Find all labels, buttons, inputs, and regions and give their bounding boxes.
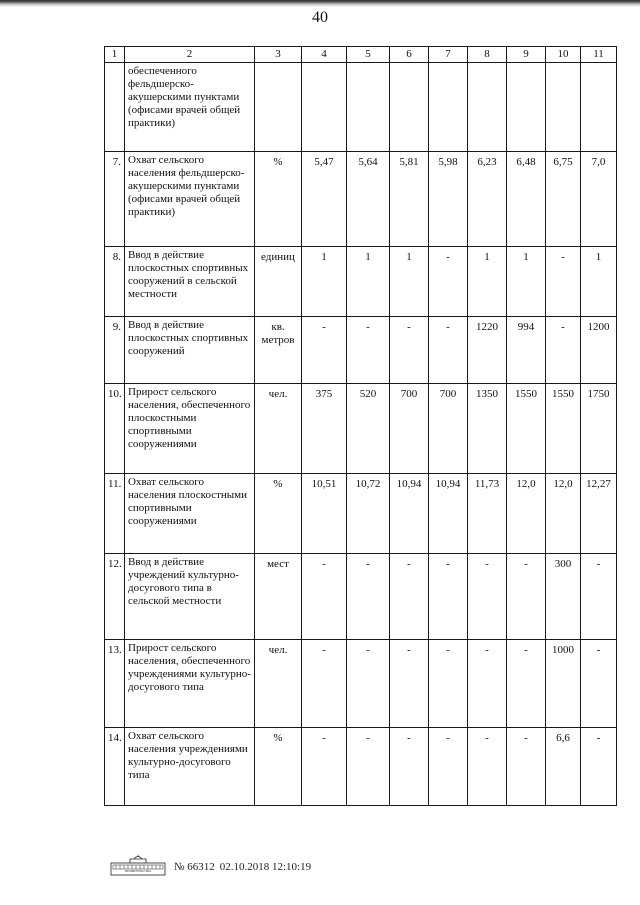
indicator-name: Охват сельского населения фельдшерско-акушерскими пунктами (офисами врачей общей практики) (125, 152, 255, 247)
unit-of-measure (255, 63, 302, 152)
row-number (105, 152, 125, 247)
value-text: 1550 (552, 388, 574, 400)
value-cell (546, 152, 581, 247)
value-text: 10,94 (435, 478, 461, 490)
value-cell (468, 640, 507, 728)
value-text: - (322, 321, 326, 333)
value-text: - (596, 644, 601, 656)
value-text: 1 (484, 251, 490, 263)
value-cell (581, 474, 617, 554)
value-text: 10,51 (311, 478, 337, 490)
value-cell (390, 474, 429, 554)
value-cell (429, 247, 468, 317)
value-text: 1000 (552, 644, 574, 656)
value-cell (546, 474, 581, 554)
value-cell (390, 728, 429, 806)
value-text: - (366, 732, 370, 744)
value-cell (507, 317, 546, 384)
value-text: 12,0 (553, 478, 573, 490)
value-cell (347, 152, 390, 247)
value-cell (507, 152, 546, 247)
value-text: - (446, 321, 450, 333)
value-cell (429, 474, 468, 554)
column-header: 5 (347, 47, 390, 63)
row-number (105, 474, 125, 554)
value-text: 5,47 (314, 156, 334, 168)
value-text: 6,23 (477, 156, 497, 168)
value-text: - (485, 644, 489, 656)
column-header: 7 (429, 47, 468, 63)
document-datetime: 02.10.2018 12:10:19 (219, 861, 312, 873)
value-cell (302, 640, 347, 728)
value-text: - (407, 321, 411, 333)
value-text: 700 (439, 388, 457, 400)
value-cell (390, 640, 429, 728)
value-cell (581, 63, 617, 152)
value-cell (468, 317, 507, 384)
value-cell (581, 247, 617, 317)
column-header: 6 (390, 47, 429, 63)
value-cell (468, 728, 507, 806)
row-number-text: 13. (108, 644, 122, 656)
table-row (105, 63, 617, 152)
value-cell (429, 554, 468, 640)
value-cell (347, 247, 390, 317)
unit-of-measure (255, 317, 302, 384)
row-number (105, 640, 125, 728)
indicator-name: Охват сельского населения учреждениями культурно-досугового типа (125, 728, 255, 806)
table-row (105, 247, 617, 317)
value-cell (302, 63, 347, 152)
table-row (105, 317, 617, 384)
value-text: - (446, 732, 450, 744)
value-cell (302, 152, 347, 247)
value-text: 1 (365, 251, 371, 263)
value-text: 1 (595, 251, 602, 263)
seal-caption: ПРАВИТЕЛЬСТВА (124, 868, 152, 873)
table-row (105, 640, 617, 728)
value-cell (390, 554, 429, 640)
value-cell (429, 63, 468, 152)
value-text: 5,98 (438, 156, 458, 168)
row-number-text: 9. (112, 321, 121, 333)
column-header: 3 (255, 47, 302, 63)
value-text: - (366, 558, 370, 570)
unit-text: единиц (261, 251, 295, 263)
value-text: - (407, 558, 411, 570)
value-cell (302, 554, 347, 640)
value-cell (390, 63, 429, 152)
value-text: 11,73 (474, 478, 500, 490)
row-number (105, 247, 125, 317)
value-text: - (524, 732, 528, 744)
value-text: 7,0 (591, 156, 606, 168)
indicator-name: Прирост сельского населения, обеспеченного учреждениями культурно-досугового типа (125, 640, 255, 728)
value-cell (347, 474, 390, 554)
value-cell (507, 640, 546, 728)
value-cell (507, 554, 546, 640)
value-text: 1550 (515, 388, 537, 400)
value-cell (468, 247, 507, 317)
value-text: - (596, 732, 601, 744)
unit-of-measure (255, 152, 302, 247)
value-text: 520 (359, 388, 377, 400)
value-cell (429, 152, 468, 247)
value-cell (507, 63, 546, 152)
row-number-text: 11. (108, 478, 122, 490)
unit-of-measure (255, 554, 302, 640)
value-cell (581, 152, 617, 247)
table-row (105, 384, 617, 474)
unit-text: чел. (268, 388, 288, 400)
value-text: 6,75 (553, 156, 573, 168)
indicators-table (104, 46, 617, 806)
row-number (105, 317, 125, 384)
column-header: 9 (507, 47, 546, 63)
value-cell (581, 640, 617, 728)
unit-text: % (273, 732, 283, 744)
value-text: 1 (321, 251, 327, 263)
value-text: 10,94 (396, 478, 422, 490)
value-text: - (446, 558, 450, 570)
value-cell (429, 728, 468, 806)
value-text: 1220 (476, 321, 498, 333)
page-number: 40 (312, 9, 328, 26)
table-row (105, 728, 617, 806)
value-text: 994 (517, 321, 535, 333)
column-header: 4 (302, 47, 347, 63)
value-text: - (322, 732, 326, 744)
table-row (105, 554, 617, 640)
value-cell (507, 247, 546, 317)
value-cell (468, 554, 507, 640)
unit-text: кв. метров (261, 321, 295, 346)
value-text: 6,6 (556, 732, 570, 744)
value-cell (507, 728, 546, 806)
row-number (105, 63, 125, 152)
value-text: 1200 (587, 321, 610, 333)
value-cell (347, 728, 390, 806)
value-text: - (485, 732, 489, 744)
value-text: 375 (315, 388, 333, 400)
unit-of-measure (255, 384, 302, 474)
value-cell (302, 728, 347, 806)
value-text: 1350 (476, 388, 498, 400)
row-number (105, 554, 125, 640)
unit-of-measure (255, 247, 302, 317)
value-text: 12,0 (516, 478, 536, 490)
unit-text: % (273, 478, 283, 490)
table-header-row (105, 47, 617, 63)
value-cell (507, 474, 546, 554)
row-number-text: 14. (108, 732, 122, 744)
value-text: - (366, 644, 370, 656)
value-cell (581, 384, 617, 474)
value-cell (546, 317, 581, 384)
value-text: 300 (554, 558, 572, 570)
document-number: № 66312 (174, 861, 215, 873)
row-number-text: 7. (112, 156, 121, 168)
value-text: - (596, 558, 601, 570)
indicator-name: Ввод в действие плоскостных спортивных сооружений (125, 317, 255, 384)
indicator-name: Ввод в действие учреждений культурно-досугового типа в сельской местности (125, 554, 255, 640)
unit-of-measure (255, 728, 302, 806)
column-header: 8 (468, 47, 507, 63)
value-text: - (446, 251, 450, 263)
value-text: - (561, 251, 565, 263)
value-cell (302, 384, 347, 474)
column-header: 11 (581, 47, 617, 63)
unit-text: чел. (268, 644, 288, 656)
value-cell (347, 317, 390, 384)
row-number-text: 8. (112, 251, 121, 263)
value-text: - (446, 644, 450, 656)
value-cell (546, 63, 581, 152)
unit-text: % (273, 156, 283, 168)
value-cell (468, 152, 507, 247)
value-text: 5,81 (399, 156, 419, 168)
value-text: - (322, 644, 326, 656)
value-cell (507, 384, 546, 474)
document-footer (110, 856, 311, 878)
value-cell (581, 317, 617, 384)
row-number (105, 384, 125, 474)
value-text: - (407, 644, 411, 656)
indicator-name: Охват сельского населения плоскостными спортивными сооружениями (125, 474, 255, 554)
indicator-name: обеспеченного фельдшерско-акушерскими пунктами (офисами врачей общей практики) (125, 63, 255, 152)
indicator-name: Прирост сельского населения, обеспеченного плоскостными спортивными сооружениями (125, 384, 255, 474)
column-header: 10 (546, 47, 581, 63)
value-cell (468, 384, 507, 474)
value-cell (429, 317, 468, 384)
row-number-text: 12. (108, 558, 122, 570)
value-text: - (366, 321, 370, 333)
value-text: 700 (400, 388, 418, 400)
value-cell (390, 384, 429, 474)
column-header: 2 (125, 47, 255, 63)
value-text: 12,27 (586, 478, 611, 490)
row-number (105, 728, 125, 806)
value-cell (390, 247, 429, 317)
unit-of-measure (255, 640, 302, 728)
value-cell (347, 63, 390, 152)
value-text: - (524, 644, 528, 656)
value-text: - (561, 321, 565, 333)
value-cell (302, 474, 347, 554)
value-text: - (322, 558, 326, 570)
value-text: 6,48 (516, 156, 536, 168)
value-text: - (524, 558, 528, 570)
value-cell (347, 554, 390, 640)
value-cell (581, 728, 617, 806)
value-cell (546, 728, 581, 806)
government-seal-logo (110, 854, 174, 881)
value-cell (302, 317, 347, 384)
unit-text: мест (267, 558, 289, 570)
unit-of-measure (255, 474, 302, 554)
value-cell (581, 554, 617, 640)
value-text: 1750 (587, 388, 610, 400)
value-cell (390, 152, 429, 247)
indicator-name: Ввод в действие плоскостных спортивных сооружений в сельской местности (125, 247, 255, 317)
value-cell (390, 317, 429, 384)
value-cell (546, 554, 581, 640)
value-text: 1 (406, 251, 412, 263)
scan-top-edge (0, 0, 640, 7)
value-text: 10,72 (355, 478, 381, 490)
value-cell (347, 384, 390, 474)
value-text: - (485, 558, 489, 570)
value-text: - (407, 732, 411, 744)
table-row (105, 152, 617, 247)
value-text: 1 (523, 251, 529, 263)
value-text: 5,64 (358, 156, 378, 168)
value-cell (429, 640, 468, 728)
value-cell (468, 474, 507, 554)
value-cell (347, 640, 390, 728)
column-header: 1 (105, 47, 125, 63)
row-number-text: 10. (108, 388, 122, 400)
value-cell (429, 384, 468, 474)
value-cell (468, 63, 507, 152)
value-cell (302, 247, 347, 317)
value-cell (546, 384, 581, 474)
value-cell (546, 247, 581, 317)
table-row (105, 474, 617, 554)
value-cell (546, 640, 581, 728)
